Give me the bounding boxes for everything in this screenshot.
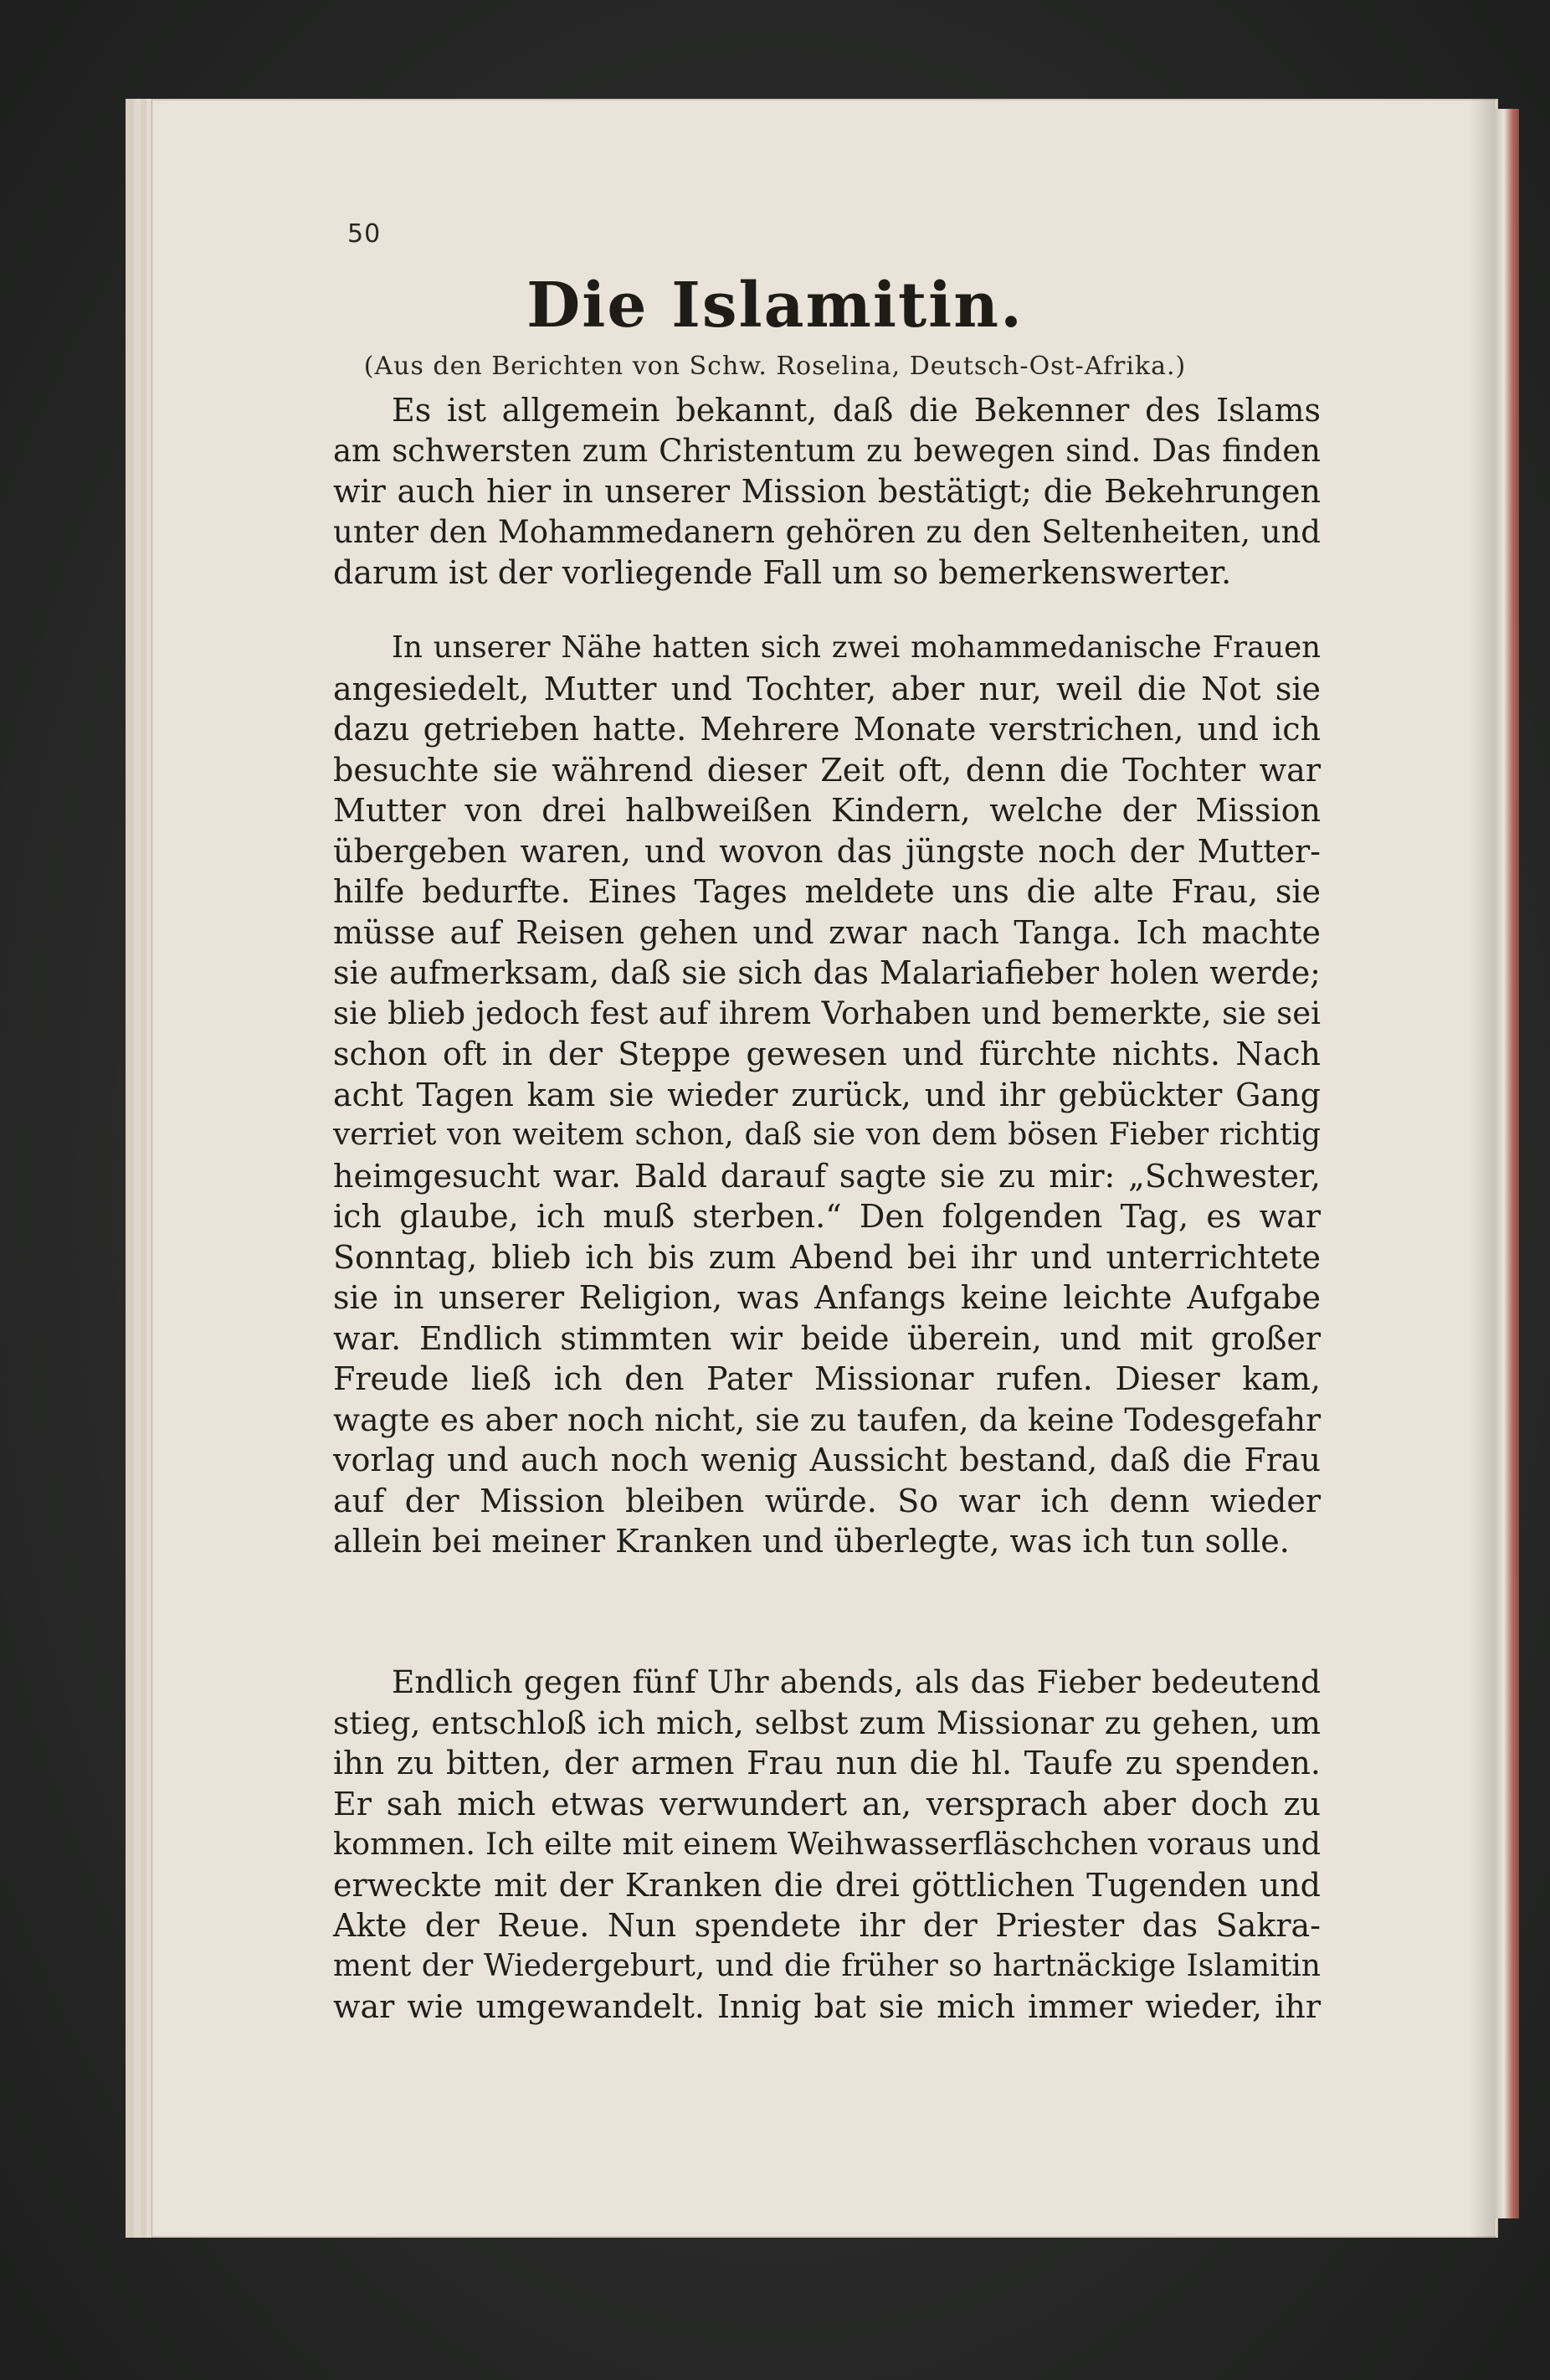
article-subtitle: (Aus den Berichten von Schw. Roselina, Deutsch-Ost-Afrika.)	[363, 352, 1187, 381]
text-line: ment der Wiedergeburt, und die früher so hartnäckige Islamitin	[333, 1948, 1321, 1983]
text-line: schon oft in der Steppe gewesen und fürchte nichts. Nach	[333, 1036, 1321, 1072]
text-line: sie in unserer Religion, was Anfangs keine leichte Aufgabe	[333, 1279, 1321, 1316]
text-line: In unserer Nähe hatten sich zwei mohammedanische Frauen	[392, 630, 1321, 665]
paragraph-1	[333, 390, 1321, 594]
text-line: angesiedelt, Mutter und Tochter, aber nur, weil die Not sie	[333, 670, 1321, 707]
text-line: stieg, entschloß ich mich, selbst zum Missionar zu gehen, um	[333, 1704, 1321, 1741]
text-line: darum ist der vorliegende Fall um so bemerkenswerter.	[333, 554, 1232, 591]
page-number: 50	[347, 219, 382, 249]
text-line: ihn zu bitten, der armen Frau nun die hl. Taufe zu spenden.	[333, 1745, 1321, 1781]
text-line: Endlich gegen fünf Uhr abends, als das Fieber bedeutend	[392, 1663, 1321, 1700]
text-line: wagte es aber noch nicht, sie zu taufen, da keine Todesgefahr	[333, 1401, 1321, 1438]
page-edge	[146, 99, 152, 2238]
text-line: unter den Mohammedanern gehören zu den Seltenheiten, und	[333, 513, 1321, 550]
text-line: war. Endlich stimmten wir beide überein, und mit großer	[333, 1319, 1321, 1357]
paragraph-3	[333, 1662, 1321, 2028]
text-line: auf der Mission bleiben würde. So war ich denn wieder	[333, 1482, 1321, 1519]
text-line: besuchte sie während dieser Zeit oft, denn die Tochter war	[333, 751, 1321, 789]
text-line: acht Tagen kam sie wieder zurück, und ihr gebückter Gang	[333, 1076, 1321, 1113]
text-line: übergeben waren, und wovon das jüngste noch der Mutter-	[333, 832, 1321, 870]
text-line: hilfe bedurfte. Eines Tages meldete uns die alte Frau, sie	[333, 873, 1321, 910]
text-line: Er sah mich etwas verwundert an, versprach aber doch zu	[333, 1785, 1321, 1822]
text-line: sie aufmerksam, daß sie sich das Malariafieber holen werde;	[333, 954, 1321, 991]
text-line: Sonntag, blieb ich bis zum Abend bei ihr und unterrichtete	[333, 1238, 1321, 1276]
book-cover-edge	[1494, 109, 1519, 2218]
text-line: sie blieb jedoch fest auf ihrem Vorhaben und bemerkte, sie sei	[333, 995, 1321, 1031]
text-line: müsse auf Reisen gehen und zwar nach Tanga. Ich machte	[333, 913, 1321, 951]
paragraph-2	[333, 628, 1321, 1562]
text-line: allein bei meiner Kranken und überlegte, was ich tun solle.	[333, 1523, 1290, 1560]
text-line: vorlag und auch noch wenig Aussicht bestand, daß die Frau	[333, 1442, 1321, 1478]
text-line: war wie umgewandelt. Innig bat sie mich immer wieder, ihr	[333, 1988, 1321, 2025]
page-gutter-shadow	[1469, 99, 1496, 2238]
text-line: dazu getrieben hatte. Mehrere Monate verstrichen, und ich	[333, 711, 1321, 748]
text-line: wir auch hier in unserer Mission bestätigt; die Bekehrungen	[333, 473, 1321, 510]
text-line: Mutter von drei halbweißen Kindern, welche der Mission	[333, 792, 1321, 829]
article-title: Die Islamitin.	[526, 270, 1024, 342]
text-line: verriet von weitem schon, daß sie von dem bösen Fieber richtig	[333, 1118, 1321, 1152]
text-line: Akte der Reue. Nun spendete ihr der Priester das Sakra-	[333, 1907, 1321, 1944]
text-line: heimgesucht war. Bald darauf sagte sie zu mir: „Schwester,	[333, 1157, 1321, 1195]
text-line: erweckte mit der Kranken die drei göttlichen Tugenden und	[333, 1866, 1321, 1904]
text-line: kommen. Ich eilte mit einem Weihwasserfläschchen voraus und	[333, 1826, 1321, 1862]
text-line: am schwersten zum Christentum zu bewegen sind. Das finden	[333, 432, 1321, 469]
text-line: ich glaube, ich muß sterben.“ Den folgenden Tag, es war	[333, 1198, 1321, 1235]
text-line: Es ist allgemein bekannt, daß die Bekenner des Islams	[392, 392, 1321, 429]
text-line: Freude ließ ich den Pater Missionar rufen. Dieser kam,	[333, 1360, 1321, 1397]
